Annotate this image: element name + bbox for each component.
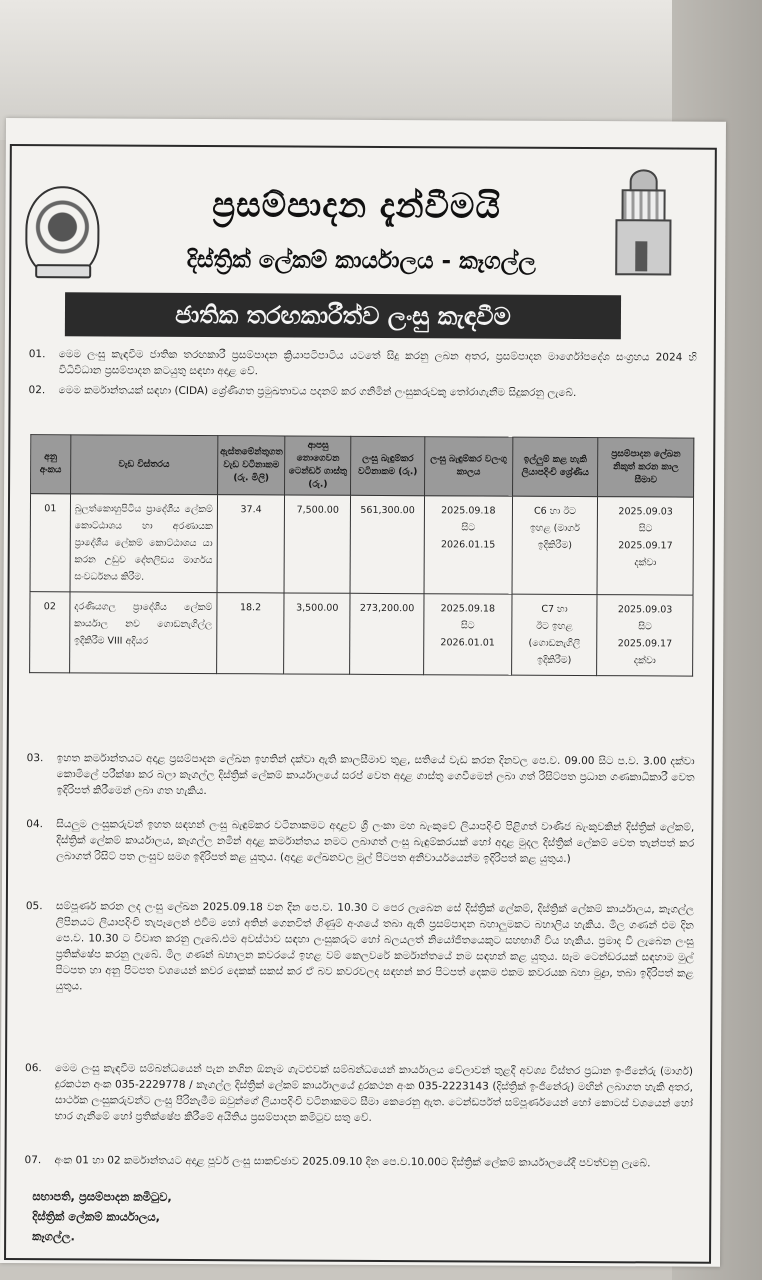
paragraph-number: 01.: [28, 348, 46, 361]
paragraph-number: 02.: [28, 384, 46, 397]
header-issue-period: ප්‍රසම්පාදන ලේඛන නිකුත් කරන කාල සීමාව: [598, 438, 694, 497]
signature-line: දිස්ත්‍රික් ලේකම් කාර්යාලය,: [32, 1209, 161, 1224]
table-row: [30, 494, 694, 595]
table-row: [30, 592, 693, 676]
cell-serial: 02: [30, 592, 70, 673]
paragraph-text: ඉහත කර්මාන්තයට අදාළ ප්‍රසම්පාදන ලේඛන ඉහතින් දක්වා ඇති කාලසීමාව තුළ, සතියේ වැඩ කරන දිනවල පෙ.ව. 09.00 සිට ප.ව. 3.00 දක්වා කොමිලේ පරීක්ෂා කර බලා කෑගල්ල දිස්ත්‍රික් ලේකම් කාර්යාලයේ සරප් වෙත අදාළ ගාස්තු ගෙවීමෙන් ලබා ගත් රිසිට්පත ප්‍රධාන ගණකාධිකාරී වෙත ඉදිරිපත් කිරීමෙන් ලබා ගත හැකිය.: [56, 752, 695, 798]
notice-banner: ජාතික තරඟකාරීත්ව ලංසු කැඳවීම: [65, 292, 621, 339]
header-bond-value: ලංසු බැඳුම්කර වටිනාකම (රු.): [351, 436, 425, 495]
cell-bond-value: 561,300.00: [350, 495, 424, 593]
cell-estimate: 37.4: [217, 495, 285, 593]
table-header-row: [31, 435, 694, 497]
cell-grade: C6 හා ඊට ඉහළ (මාර්ග ඉදිකිරීම): [512, 496, 598, 594]
newspaper-notice: [0, 118, 726, 1267]
paragraph-03: [26, 750, 694, 817]
tender-table: [29, 434, 694, 676]
paragraph-text: සම්පූර්ණ කරන ලද ලංසු ලේඛන 2025.09.18 වන දින පෙ.ව. 10.30 ට පෙර ලැබෙන සේ දිස්ත්‍රික් ලේකම්, දිස්ත්‍රික් ලේකම් කාර්යාලය, කෑගල්ල ලිපිනයට ලියාපදිංචි තැපෑලෙන් එවීම හෝ අතින් ගෙනවිත් ගිණුම් අංශයේ තබා ඇති ප්‍රසම්පාදන බහාලුමකට බහාලිය හැකිය. මිල ගණන් එම දින පෙ.ව. 10.30 ට විවෘත කරනු ලැබේ.එම අවස්ථාව සඳහා ලංසුකරුට හෝ බලයලත් නියෝජිතයෙකුට සහභාගී විය හැකිය. ප්‍රමාද වී ලැබෙන ලංසු ප්‍රතික්ෂේප කරනු ලැබේ. මිල ගණන් බහාලන කවරයේ ඉහළ වම් කෙලවරේ කර්මාන්තයේ නම සඳහන් කළ යුතුය. සෑම ටෙන්ඩරයක් සඳහාම මුල් පිටපත හා අනු පිටපත වශයෙන් කවර දෙකක් සකස් කර ඒ බව කවරවලද සඳහන් කර පිටපත් දෙකම එකම කවරයක බහා මුද්‍රා, තබා ඉදිරිපත් කළ යුතුය.: [55, 900, 694, 993]
paragraph-02: [28, 382, 696, 419]
cell-estimate: 18.2: [216, 593, 284, 674]
clock-tower-icon: [611, 169, 672, 274]
paragraph-number: 06.: [24, 1062, 42, 1075]
paragraph-text: මෙම කර්මාන්තයක් සඳහා (CIDA) ශ්‍රේණිගත ප්‍රමුඛතාවය පදනම් කර ගනිමින් ලංසුකරුවකු තෝරාගැනීම සිදුකරනු ලැබේ.: [58, 384, 577, 399]
cell-tender-fee: 3,500.00: [284, 593, 350, 674]
notice-border: [4, 144, 717, 1264]
paragraph-06: [25, 1060, 693, 1159]
paragraph-number: 04.: [26, 818, 44, 831]
signature-block: [32, 1186, 172, 1247]
paragraph-number: 07.: [24, 1154, 42, 1167]
signature-line: සභාපති, ප්‍රසම්පාදන කමිටුව,: [32, 1189, 172, 1204]
paragraph-number: 03.: [26, 752, 44, 765]
cell-description: දරණියගල ප්‍රාදේශීය ලේකම් කාර්යාල නව ගොඩනැගිල්ල ඉදිකිරීම VIII අදියර: [69, 592, 216, 674]
paragraph-text: සියලුම ලංසුකරුවන් ඉහත සඳහන් ලංසු බැඳුම්කර වටිනාකමට අදාළව ශ්‍රී ලංකා මහ බැංකුවේ ලියාපදිංචි පිළිගත් වාණිජ බැංකුවකින් දිස්ත්‍රික් ලේකම්, දිස්ත්‍රික් ලේකම් කාර්යාලය, කෑගල්ල නමින් අදාළ කර්මාන්තය නමට ලබාගත් ලංසු බැඳුම්කරයක් හෝ අදාළ මුදල දිස්ත්‍රික් ලේකම් වෙත තැන්පත් කර ලබාගත් රිසිට් පත ලංසුව සමග ඉදිරිපත් කළ යුතුය. (අදාළ ලේඛනවල මුල් පිටපත අනිවාර්යයෙන්ම ඉදිරිපත් කළ යුතුය.): [56, 818, 695, 865]
cell-issue-period: 2025.09.03 සිට 2025.09.17 දක්වා: [597, 595, 693, 676]
cell-bond-validity: 2025.09.18 සිට 2026.01.01: [424, 594, 512, 675]
header-bond-validity: ලංසු බැඳුම්කර වලංගු කාලය: [425, 437, 513, 496]
paragraph-text: මෙම ලංසු කැඳවීම ජාතික තරඟකාරී ප්‍රසම්පාදන ක්‍රියාපටිපාටිය යටතේ සිදු කරනු ලබන අතර, ප්‍රසම්පාදන මාර්ගෝපදේශ සංග්‍රහය 2024 හි විධිවිධාන ප්‍රසම්පාදන කටයුතු සඳහා අදාළ වේ.: [58, 348, 697, 378]
header-tender-fee: ආපසු නොගෙවන ටෙන්ඩර් ගාස්තු (රු.): [285, 436, 351, 495]
header-estimate: ඇස්තමේන්තුගත වැඩ වටිනාකම (රු. මිලි): [217, 436, 285, 495]
paragraph-text: මෙම ලංසු කැඳවීම සම්බන්ධයෙන් පැන නගින ඕනෑම ගැටළුවක් සම්බන්ධයෙන් කාර්යාලය වේලාවන් තුළදී අවශ්‍ය විස්තර ප්‍රධාන ඉංජිනේරු (මාර්ග) දුරකථන අංක 035-2229778 / කෑගල්ල දිස්ත්‍රික් ලේකම් කාර්යාලයේ දුරකථන අංක 035-2223143 (දිස්ත්‍රික් ඉංජිනේරු) මඟින් ලබාගත හැකි අතර, සාර්ථක ලංසුකරුවන්ට ලංසු පිරිනැමීම ඔවුන්ගේ ලියාපදිංචි වටිනාකමට සීමා කෙරෙනු ඇත. ටෙන්ඩර්පත් සම්පූර්ණයෙන් හෝ කොටස් වශයෙන් හෝ භාර ගැනීමේ හෝ ප්‍රතික්ෂේප කිරීමේ අයිතිය ප්‍රසම්පාදන කමිටුව සතු වේ.: [54, 1062, 694, 1124]
cell-serial: 01: [30, 494, 70, 592]
emblem-base: [35, 264, 91, 278]
cell-bond-validity: 2025.09.18 සිට 2026.01.15: [424, 496, 512, 594]
paragraph-04: [26, 816, 694, 899]
cell-grade: C7 හා ඊට ඉහළ (ගොඩනැගිලි ඉදිකිරීම): [511, 594, 597, 675]
notice-subtitle: දිස්ත්‍රික් ලේකම් කාර්යාලය - කෑගල්ල: [186, 246, 536, 275]
cell-bond-value: 273,200.00: [350, 593, 424, 674]
paragraph-05: [25, 898, 694, 1061]
cell-description: බුලත්කොහුපිටිය ප්‍රාදේශීය ලේකම් කොට්ඨාශය හා අරණායක ප්‍රාදේශීය ලේකම් කොට්ඨාශය යා කරන උඩුව දේතලිඩය මාර්ගය සංවර්ධනය කිරීම.: [70, 494, 218, 593]
paragraph-text: අංක 01 හා 02 කර්මාන්තයට අදාළ පූර්ව ලංසු සාකච්ඡාව 2025.09.10 දින පෙ.ව.10.00ට දිස්ත්‍රික් ලේකම් කාර්යාලයේදී පවත්වනු ලැබේ.: [54, 1154, 651, 1170]
paragraph-01: [29, 346, 697, 383]
header-grade: ඉල්ලුම් කළ හැකි ලියාපදිංචි ශ්‍රේණිය: [512, 437, 598, 496]
header-serial: අනු අංකය: [31, 435, 71, 494]
paragraph-number: 05.: [25, 900, 43, 913]
header-description: වැඩ විස්තරය: [70, 435, 217, 495]
sri-lanka-emblem-icon: [25, 186, 99, 276]
cell-tender-fee: 7,500.00: [284, 495, 350, 593]
notice-title: ප්‍රසම්පාදන දැන්වීමයි: [212, 185, 501, 227]
paragraph-07: [24, 1152, 692, 1189]
cell-issue-period: 2025.09.03 සිට 2025.09.17 දක්වා: [597, 497, 693, 595]
signature-line: කෑගල්ල.: [32, 1229, 75, 1244]
